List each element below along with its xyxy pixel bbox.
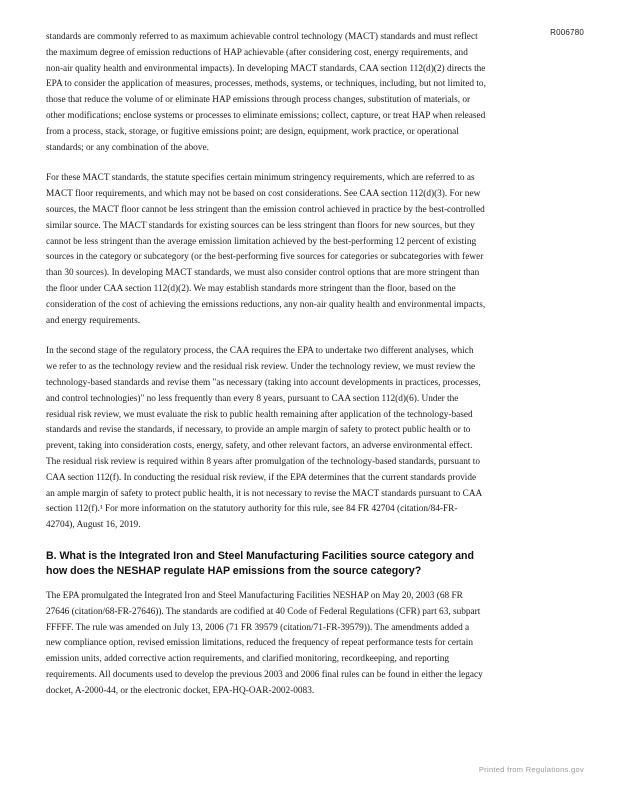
body-paragraph: For these MACT standards, the statute specifies certain minimum stringency requirements, which are referred to as MACT floor requirements, and which may not be based on cost considerations. See CAA section 112(d)(3). For new sources, the MACT floor cannot be less stringent than the emission control achieved in practice by the best-controlled similar source. The MACT standards for existing sources can be less stringent than floors for new sources, but they cannot be less stringent than the average emission limitation achieved by the best-performing 12 percent of existing sources in the category or subcategory (or the best-performing five sources for categories or subcategories with fewer than 30 sources). In developing MACT standards, we must also consider control options that are more stringent than the floor under CAA section 112(d)(2). We may establish standards more stringent than the floor, based on the consideration of the cost of achieving the emissions reductions, any non-air quality health and environmental impacts, and energy requirements. xyxy=(46,173,486,326)
body-paragraph: standards are commonly referred to as maximum achievable control technology (MACT) standards and must reflect the maximum degree of emission reductions of HAP achievable (after considering cost, energy requirements, and non-air quality health and environmental impacts). In developing MACT standards, CAA section 112(d)(2) directs the EPA to consider the application of measures, processes, methods, systems, or techniques, including, but not limited to, those that reduce the volume of or eliminate HAP emissions through process changes, substitution of materials, or other modifications; enclose systems or processes to eliminate emissions; collect, capture, or treat HAP when released from a process, stack, storage, or fugitive emissions point; are design, equipment, work practice, or operational standards; or any combination of the above. xyxy=(46,32,486,153)
body-paragraph: In the second stage of the regulatory process, the CAA requires the EPA to undertake two different analyses, which we refer to as the technology review and the residual risk review. Under the technology review, we must review the technology-based standards and revise them "as necessary (taking into account developments in practices, processes, and control technologies)" no less frequently than every 8 years, pursuant to CAA section 112(d)(6). Under the residual risk review, we must evaluate the risk to public health remaining after application of the technology-based standards and revise the standards, if necessary, to provide an ample margin of safety to protect public health or to prevent, taking into consideration costs, energy, safety, and other relevant factors, an adverse environmental effect. The residual risk review is required within 8 years after promulgation of the technology-based standards, pursuant to CAA section 112(f). In conducting the residual risk review, if the EPA determines that the current standards provide an ample margin of safety to protect public health, it is not necessary to revise the MACT standards pursuant to CAA section 112(f).¹ For more information on the statutory authority for this rule, see 84 FR 42704 (citation/84-FR-42704), August 16, 2019. xyxy=(46,346,482,531)
bates-number: R006780 xyxy=(550,28,584,37)
body-paragraph: The EPA promulgated the Integrated Iron and Steel Manufacturing Facilities NESHAP on May 20, 2003 (68 FR 27646 (citation/68-FR-27646)). The standards are codified at 40 Code of Federal Regulations (CFR) part 63, subpart FFFFF. The rule was amended on July 13, 2006 (71 FR 39579 (citation/71-FR-39579)). The amendments added a new compliance option, revised emission limitations, reduced the frequency of repeat performance tests for certain emission units, added corrective action requirements, and clarified monitoring, recordkeeping, and reporting requirements. All documents used to develop the previous 2003 and 2006 final rules can be found in either the legacy docket, A-2000-44, or the electronic docket, EPA-HQ-OAR-2002-0083. xyxy=(46,590,483,696)
page-footer: Printed from Regulations.gov xyxy=(478,765,584,774)
document-body xyxy=(46,30,486,714)
section-heading: B. What is the Integrated Iron and Steel Manufacturing Facilities source category and how does the NESHAP regulate HAP emissions from the source category? xyxy=(46,549,474,577)
